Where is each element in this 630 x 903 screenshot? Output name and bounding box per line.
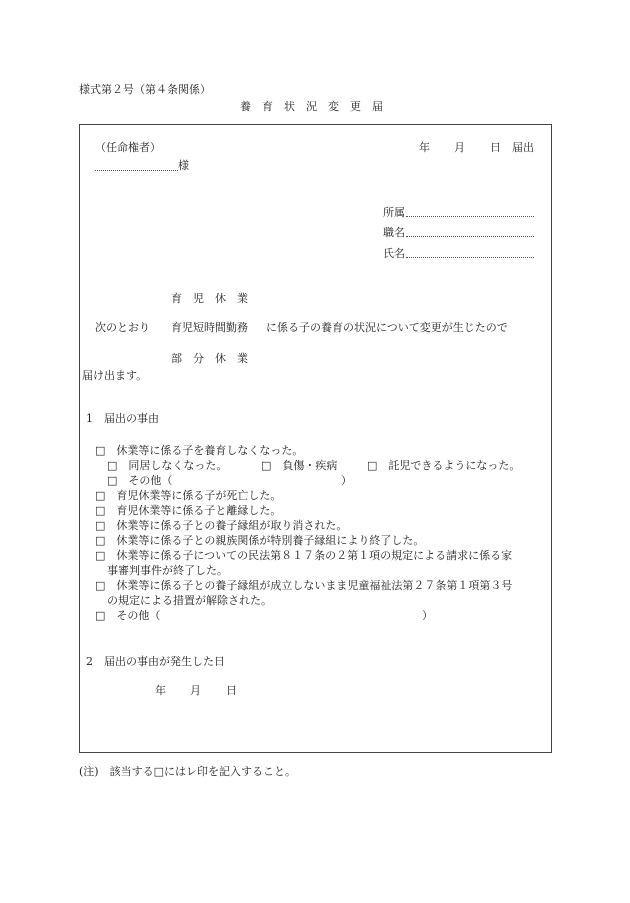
footnote: (注) 該当する□にはレ印を記入すること。 [79, 765, 296, 778]
reason-other-sub[interactable]: □ その他（ [107, 474, 173, 487]
occurrence-day: 日 [226, 684, 237, 697]
appointer-name-field[interactable] [95, 170, 178, 171]
leave-type-partial: 部 分 休 業 [171, 352, 248, 365]
honorific: 様 [178, 159, 189, 172]
name-field[interactable] [406, 257, 534, 258]
name-label: 氏名 [383, 247, 405, 260]
reason-civil-code-cont: 事審判事件が終了した。 [107, 564, 228, 577]
reason-not-cohabiting[interactable]: □ 同居しなくなった。 [107, 459, 228, 472]
date-submitted: 届出 [512, 141, 534, 154]
reason-other-close: ） [422, 609, 433, 622]
section1-title: 1 届出の事由 [86, 412, 159, 425]
date-month: 月 [454, 141, 465, 154]
reason-disowned[interactable]: □ 育児休業等に係る子と離縁した。 [95, 504, 282, 517]
reason-other-sub-close: ） [341, 474, 352, 487]
intro-suffix: に係る子の養育の状況について変更が生じたので [266, 321, 508, 334]
reason-child-welfare-cont: の規定による措置が解除された。 [107, 594, 272, 607]
section2-title: 2 届出の事由が発生した日 [86, 655, 225, 668]
office-label: 所属 [383, 206, 405, 219]
office-field[interactable] [406, 216, 534, 217]
reason-injury-illness[interactable]: □ 負傷・疾病 [261, 459, 338, 472]
date-day: 日 [490, 141, 501, 154]
reason-special-adoption[interactable]: □ 休業等に係る子との親族関係が特別養子縁組により終了した。 [95, 534, 425, 547]
reason-child-died[interactable]: □ 育児休業等に係る子が死亡した。 [95, 489, 282, 502]
date-year: 年 [419, 141, 430, 154]
reason-child-welfare[interactable]: □ 休業等に係る子との養子縁組が成立しないまま児童福祉法第２７条第１項第３号 [95, 579, 513, 592]
leave-type-short-hours: 育児短時間勤務 [171, 321, 248, 334]
reason-stopped-raising[interactable]: □ 休業等に係る子を養育しなくなった。 [95, 444, 304, 457]
reason-adoption-cancelled[interactable]: □ 休業等に係る子との養子縁組が取り消された。 [95, 519, 348, 532]
reason-civil-code[interactable]: □ 休業等に係る子についての民法第８１７条の２第１項の規定による請求に係る家 [95, 549, 513, 562]
position-label: 職名 [383, 226, 405, 239]
position-field[interactable] [406, 236, 534, 237]
form-title: 養育状況変更届 [240, 100, 394, 113]
intro-end: 届け出ます。 [82, 369, 148, 382]
occurrence-year: 年 [155, 684, 166, 697]
leave-type-childcare: 育 児 休 業 [171, 292, 248, 305]
form-id: 様式第２号（第４条関係） [79, 83, 211, 96]
reason-childcare-available[interactable]: □ 託児できるようになった。 [367, 459, 521, 472]
intro-prefix: 次のとおり [95, 321, 150, 334]
occurrence-month: 月 [190, 684, 201, 697]
reason-other[interactable]: □ その他（ [95, 609, 161, 622]
appointer-label: （任命権者） [95, 141, 161, 154]
